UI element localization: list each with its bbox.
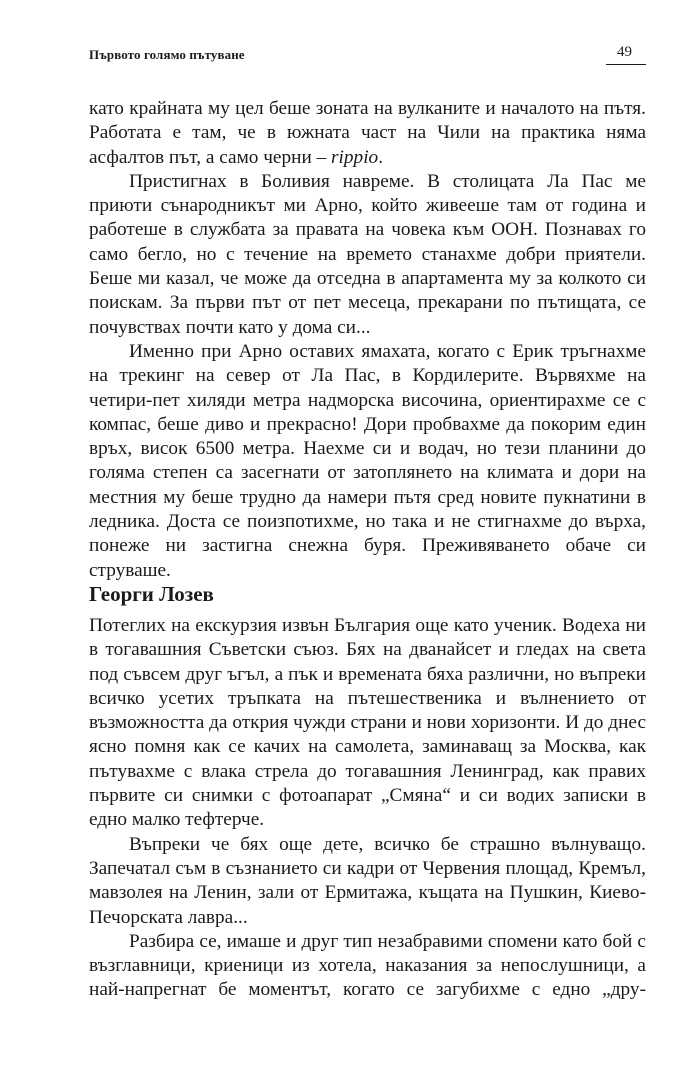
paragraph-text: . [378, 146, 384, 168]
section-title: Георги Лозев [89, 582, 214, 606]
running-head: Първото голямо пътуване [89, 47, 245, 62]
text-block-1 [89, 97, 646, 583]
page-number: 49 [617, 44, 632, 60]
header-rule [606, 64, 646, 65]
paragraph: Именно при Арно оставих ямахата, когато с Ерик тръгнахме на трекинг на север от Ла Пас, в Кордилерите. Вървяхме на четири-пет хиляди метра надморска височина, ориентирахме се с компас, беше диво и прекрасно! Дори пробвахме да покорим един връх, висок 6500 метра. Наехме си и водач, но тези планини до голяма степен са засегнати от затоплянето на климата и дори на местния му беше трудно да намери пътя сред новите пукнатини в ледника. Доста се поизпотихме, но така и не стигнахме до върха, понеже ни застигна снежна буря. Преживяването обаче си струваше. [89, 340, 646, 581]
text-block-2 [89, 614, 646, 1003]
paragraph: Разбира се, имаше и друг тип незабравими спомени като бой с възглавници, криеници из хотела, наказания за непослушници, а най-напрегнат бе моментът, когато се загубихме с едно „дру- [89, 930, 646, 1001]
paragraph: Потеглих на екскурзия извън България още като ученик. Водеха ни в тогавашния Съветски съюз. Бях на дванайсет и гледах на света под съвсем друг ъгъл, а пък и времената бяха различни, но въпреки всичко усетих тръпката на пътешественика и вълнението от възможността да открия чужди страни и нови хоризонти. И до днес ясно помня как се качих на самолета, заминаващ за Москва, как пътувахме с влака стрела до тогавашния Ленинград, как правих първите си снимки с фотоапарат „Смяна“ и си водих записки в едно малко тефтерче. [89, 615, 646, 831]
paragraph: Въпреки че бях още дете, всичко бе страшно вълнуващо. Запечатал съм в съзнанието си кадри от Червения площад, Кремъл, мавзолея на Ленин, зали от Ермитажа, къщата на Пушкин, Киево-Печорската лавра... [89, 833, 646, 928]
paragraph: Пристигнах в Боливия навреме. В столицата Ла Пас ме приюти сънародникът ми Арно, който живееше там от година и работеше в службата за правата на човека към ООН. Познавах го само бегло, но с течение на времето станахме добри приятели. Беше ми казал, че може да отседна в апартамента му за колкото си поискам. За първи път от пет месеца, прекарани по пътищата, се почувствах почти като у дома си... [89, 170, 646, 338]
italic-term: rippio [331, 146, 379, 168]
paragraph-text: като крайната му цел беше зоната на вулканите и началото на пътя. Работата е там, че в южната част на Чили на практика няма асфалтов път, а само черни – [89, 98, 646, 168]
paragraph [89, 97, 646, 170]
